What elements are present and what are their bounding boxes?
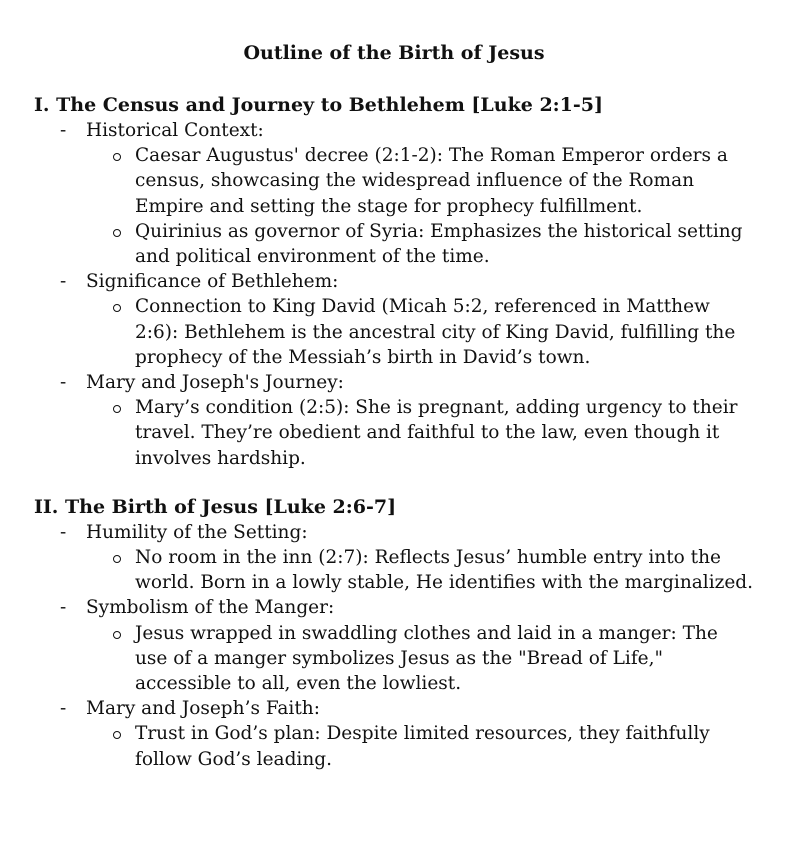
- circle-bullet-icon: [113, 304, 121, 312]
- sub-point: [34, 545, 754, 595]
- sub-point-text: No room in the inn (2:7): Reflects Jesus’ humble entry into the world. Born in a lowly stable, He identifies with the marginalized.: [135, 547, 754, 594]
- dash-bullet-icon: -: [60, 120, 67, 141]
- sub-point: [34, 219, 754, 269]
- topic-mary-joseph-faith: [34, 696, 754, 721]
- dash-bullet-icon: -: [60, 521, 67, 543]
- circle-bullet-icon: [113, 229, 121, 237]
- section-heading: II. The Birth of Jesus [Luke 2:6-7]: [34, 495, 397, 518]
- sub-point: [34, 143, 754, 219]
- sub-point-text: Quirinius as governor of Syria: Emphasizes the historical setting and political environment of the time.: [135, 220, 743, 268]
- sub-point: [34, 621, 754, 697]
- sub-point-text: Jesus wrapped in swaddling clothes and laid in a manger: The use of a manger symbolizes Jesus as the "Bread of Life," accessible to all, even the lowliest.: [135, 622, 718, 695]
- sub-point-text: Mary’s condition (2:5): She is pregnant, adding urgency to their travel. They’re obedient and faithful to the law, even though it involves hardship.: [135, 397, 738, 469]
- topic-label: Symbolism of the Manger:: [86, 597, 335, 619]
- dash-bullet-icon: -: [60, 271, 67, 293]
- sub-point-text: Connection to King David (Micah 5:2, referenced in Matthew 2:6): Bethlehem is the ancestral city of King David, fulfilling the prophecy of the Messiah’s birth in David’s town.: [135, 296, 736, 368]
- section-census-journey: [34, 93, 754, 471]
- circle-bullet-icon: [113, 631, 121, 639]
- topic-label: Mary and Joseph’s Faith:: [86, 698, 320, 720]
- dash-bullet-icon: -: [60, 597, 67, 619]
- topic-label: Historical Context:: [86, 120, 264, 141]
- sub-point: [34, 721, 754, 771]
- circle-bullet-icon: [113, 555, 121, 563]
- dash-bullet-icon: -: [60, 372, 67, 394]
- topic-label: Mary and Joseph's Journey:: [86, 372, 344, 394]
- topic-label: Humility of the Setting:: [86, 521, 308, 543]
- sub-point: [34, 294, 754, 370]
- dash-bullet-icon: -: [60, 698, 67, 720]
- document-title: Outline of the Birth of Jesus: [243, 42, 545, 64]
- circle-bullet-icon: [113, 153, 121, 161]
- sub-point: [34, 395, 754, 471]
- section-birth-of-jesus: [34, 495, 754, 772]
- topic-mary-joseph-journey: [34, 370, 754, 395]
- circle-bullet-icon: [113, 731, 121, 739]
- topic-significance-bethlehem: [34, 269, 754, 294]
- topic-label: Significance of Bethlehem:: [86, 271, 339, 293]
- topic-humility-setting: [34, 520, 754, 545]
- topic-symbolism-manger: [34, 595, 754, 620]
- sub-point-text: Caesar Augustus' decree (2:1-2): The Roman Emperor orders a census, showcasing the widespread influence of the Roman Empire and setting the stage for prophecy fulfillment.: [135, 145, 728, 217]
- topic-historical-context: [34, 118, 754, 143]
- circle-bullet-icon: [113, 405, 121, 413]
- sub-point-text: Trust in God’s plan: Despite limited resources, they faithfully follow God’s leading.: [135, 723, 710, 770]
- section-heading: I. The Census and Journey to Bethlehem [Luke 2:1-5]: [34, 94, 603, 116]
